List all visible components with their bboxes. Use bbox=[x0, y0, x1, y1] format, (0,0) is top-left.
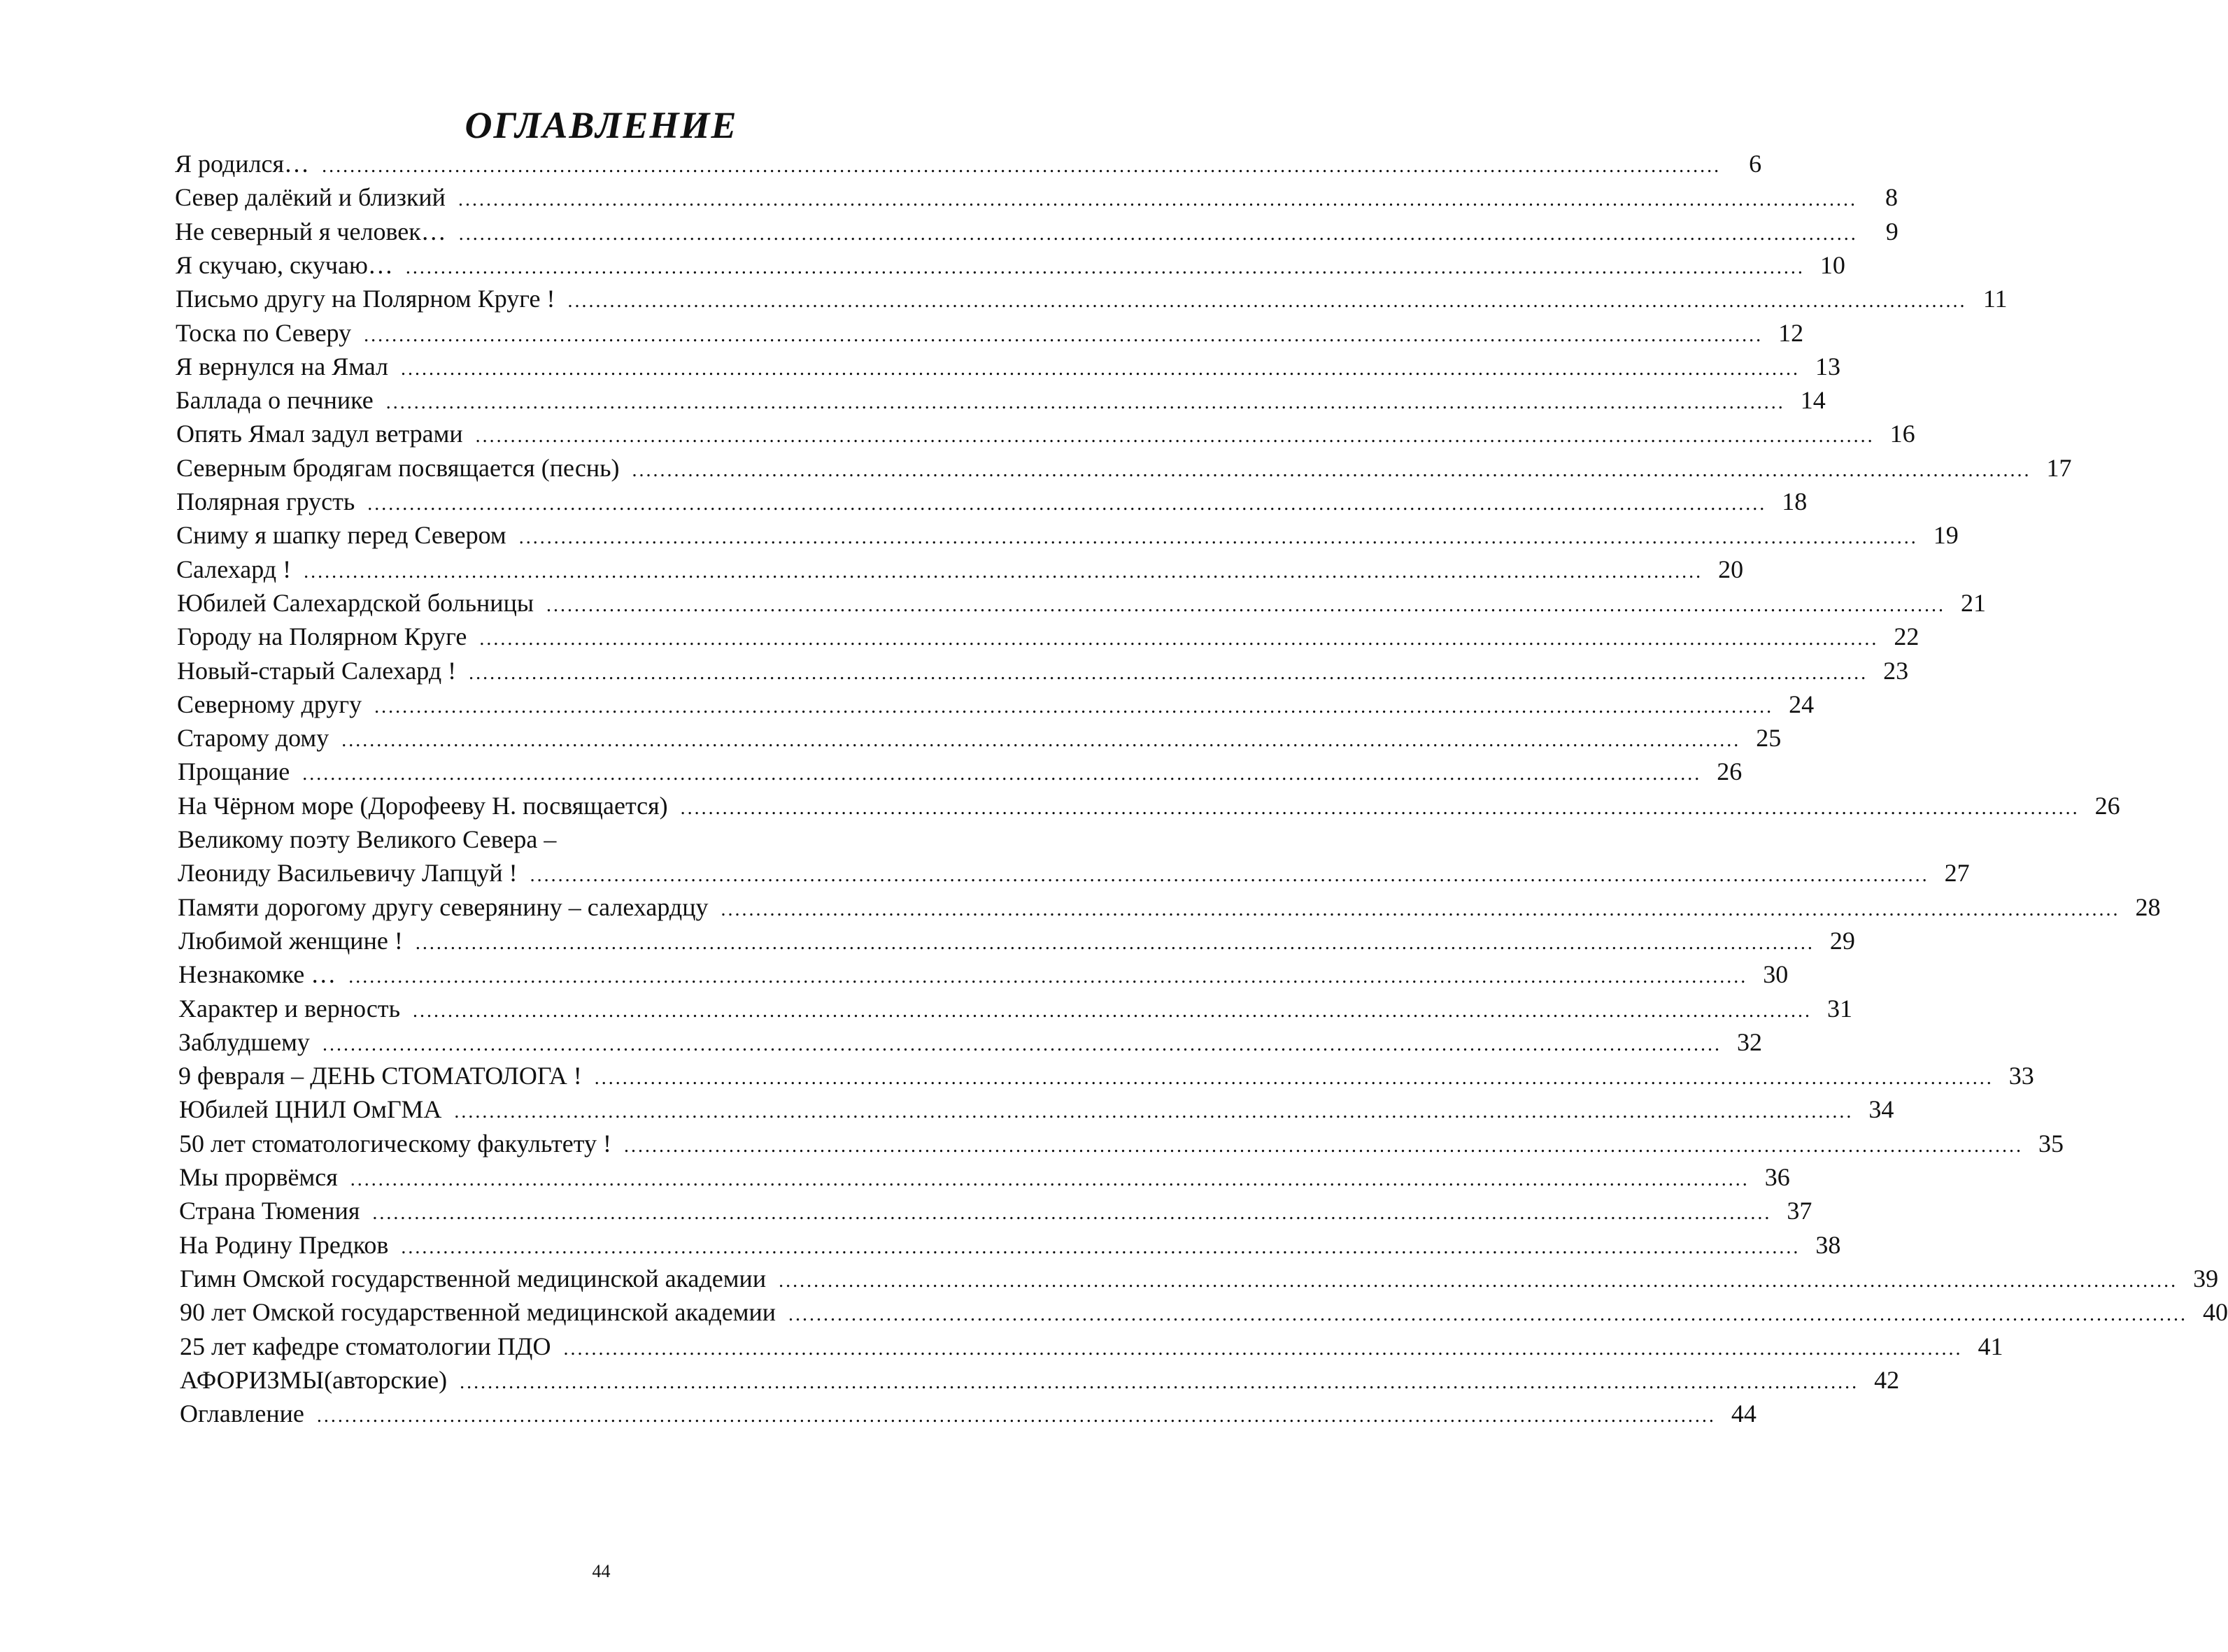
dot-leader: ........................................................................................................................................................................................................ bbox=[469, 662, 1868, 684]
toc-entry-page: 34 bbox=[1868, 1095, 1894, 1123]
toc-entry-page: 35 bbox=[2038, 1130, 2064, 1158]
toc-entry-page: 12 bbox=[1778, 319, 1804, 347]
toc-entry bbox=[177, 655, 1909, 686]
toc-entry-title: АФОРИЗМЫ(авторские) bbox=[180, 1366, 448, 1394]
toc-entry-title: Полярная грусть bbox=[176, 487, 355, 515]
toc-entry-page: 19 bbox=[1933, 521, 1959, 549]
toc-entry-page: 18 bbox=[1782, 487, 1808, 515]
toc-entry-title: Характер и верность bbox=[178, 995, 401, 1023]
toc-entry-title: Мы прорвёмся bbox=[179, 1163, 338, 1191]
toc-entry-page: 26 bbox=[2094, 792, 2120, 820]
toc-entry-title: Любимой женщине ! bbox=[178, 927, 403, 955]
toc-entry-page: 23 bbox=[1883, 657, 1909, 685]
toc-entry bbox=[180, 1263, 2219, 1294]
dot-leader: ........................................................................................................................................................................................................ bbox=[518, 527, 1918, 548]
dot-leader: ........................................................................................................................................................................................................ bbox=[367, 493, 1767, 515]
toc-entry bbox=[179, 1162, 1790, 1192]
dot-leader: ........................................................................................................................................................................................................ bbox=[460, 1372, 1859, 1393]
dot-leader: ........................................................................................................................................................................................................ bbox=[623, 1135, 2023, 1157]
toc-entry bbox=[176, 520, 1959, 550]
toc-entry-title: Незнакомке … bbox=[178, 960, 336, 988]
toc-entry-title: Северным бродягам посвящается (песнь) bbox=[176, 454, 620, 482]
toc-entry bbox=[176, 418, 1915, 449]
toc-entry-title: Леониду Васильевичу Лапцуй ! bbox=[178, 859, 518, 887]
dot-leader: ........................................................................................................................................................................................................ bbox=[632, 460, 2031, 481]
toc-entry bbox=[178, 857, 1970, 888]
toc-entry bbox=[180, 1398, 1757, 1429]
dot-leader: ........................................................................................................................................................................................................ bbox=[374, 696, 1774, 718]
toc-entry-page: 36 bbox=[1764, 1163, 1790, 1191]
toc-entry bbox=[179, 1195, 1812, 1226]
toc-entry-title: Оглавление bbox=[180, 1400, 304, 1427]
toc-entry-page: 38 bbox=[1815, 1231, 1841, 1259]
toc-entry bbox=[179, 1094, 1894, 1125]
toc-entry-page: 44 bbox=[1731, 1400, 1757, 1427]
dot-leader: ........................................................................................................................................................................................................ bbox=[364, 325, 1764, 346]
dot-leader: ........................................................................................................................................................................................................ bbox=[413, 1000, 1812, 1022]
dot-leader: ........................................................................................................................................................................................................ bbox=[372, 1202, 1772, 1224]
dot-leader: ........................................................................................................................................................................................................ bbox=[779, 1270, 2178, 1292]
toc-entry bbox=[178, 993, 1853, 1024]
dot-leader: ........................................................................................................................................................................................................ bbox=[304, 561, 1703, 583]
toc-entry-title: Памяти дорогому другу северянину – салехардцу bbox=[178, 893, 709, 921]
dot-leader: ........................................................................................................................................................................................................ bbox=[401, 358, 1801, 380]
dot-leader: ........................................................................................................................................................................................................ bbox=[341, 729, 1741, 751]
toc-entry-page: 27 bbox=[1944, 859, 1970, 887]
toc-entry-title: 25 лет кафедре стоматологии ПДО bbox=[180, 1332, 551, 1360]
toc-entry bbox=[179, 1230, 1841, 1260]
toc-entry bbox=[176, 250, 1845, 280]
toc-entry-title: Страна Тюмения bbox=[179, 1197, 360, 1225]
toc-entry-page: 37 bbox=[1787, 1197, 1812, 1225]
toc-entry bbox=[178, 790, 2120, 821]
toc-entry-title: Гимн Омской государственной медицинской академии bbox=[180, 1265, 767, 1293]
toc-entry-title: Я вернулся на Ямал bbox=[176, 353, 389, 380]
dot-leader: ........................................................................................................................................................................................................ bbox=[458, 223, 1858, 245]
dot-leader: ........................................................................................................................................................................................................ bbox=[415, 932, 1815, 954]
toc-entry-page: 26 bbox=[1717, 757, 1743, 785]
toc-entry-title: Старому дому bbox=[177, 724, 329, 752]
toc-entry-page: 20 bbox=[1718, 555, 1744, 583]
toc-entry-title: Я родился… bbox=[175, 150, 310, 178]
toc-entry-title: Заблудшему bbox=[178, 1028, 310, 1056]
toc-entry-page: 11 bbox=[1982, 285, 2008, 313]
toc-entry-title: Юбилей Салехардской больницы bbox=[177, 589, 534, 617]
dot-leader: ........................................................................................................................................................................................................ bbox=[348, 966, 1748, 988]
toc-entry-title: Юбилей ЦНИЛ ОмГМА bbox=[179, 1095, 442, 1123]
toc-entry-title: Тоска по Северу bbox=[176, 319, 352, 347]
toc-entry bbox=[178, 1027, 1762, 1058]
dot-leader: ........................................................................................................................................................................................................ bbox=[350, 1169, 1750, 1190]
dot-leader: ........................................................................................................................................................................................................ bbox=[405, 257, 1805, 278]
toc-entry bbox=[175, 216, 1899, 247]
dot-leader: ........................................................................................................................................................................................................ bbox=[322, 155, 1722, 177]
toc-entry bbox=[176, 453, 2072, 483]
toc-entry bbox=[176, 385, 1826, 415]
dot-leader: ........................................................................................................................................................................................................ bbox=[594, 1067, 1994, 1089]
toc-entry-title: Не северный я человек… bbox=[175, 218, 446, 245]
toc-entry bbox=[178, 1060, 2034, 1091]
toc-entry bbox=[175, 148, 1762, 179]
dot-leader: ........................................................................................................................................................................................................ bbox=[475, 425, 1875, 447]
dot-leader: ........................................................................................................................................................................................................ bbox=[457, 189, 1857, 211]
toc-entry-title: Баллада о печнике bbox=[176, 386, 374, 414]
toc-entry-page: 30 bbox=[1763, 960, 1789, 988]
toc-entry-title: 9 февраля – ДЕНЬ СТОМАТОЛОГА ! bbox=[178, 1062, 582, 1090]
dot-leader: ........................................................................................................................................................................................................ bbox=[322, 1034, 1722, 1055]
toc-entry-page: 9 bbox=[1885, 218, 1899, 245]
toc-entry-page: 13 bbox=[1815, 353, 1841, 380]
toc-entry-page: 42 bbox=[1874, 1366, 1900, 1394]
dot-leader: ........................................................................................................................................................................................................ bbox=[546, 594, 1946, 616]
toc-entry bbox=[177, 689, 1815, 720]
toc-entry-title: Прощание bbox=[178, 757, 290, 785]
dot-leader: ........................................................................................................................................................................................................ bbox=[385, 392, 1785, 413]
toc-entry-page: 8 bbox=[1885, 183, 1898, 211]
toc-entry bbox=[177, 722, 1782, 753]
dot-leader: ........................................................................................................................................................................................................ bbox=[302, 763, 1702, 785]
toc-entry-page: 32 bbox=[1736, 1028, 1762, 1056]
toc-entry bbox=[175, 182, 1898, 213]
toc-entry-title: Письмо другу на Полярном Круге ! bbox=[176, 285, 555, 313]
dot-leader: ........................................................................................................................................................................................................ bbox=[316, 1405, 1716, 1427]
toc-entry bbox=[176, 318, 1804, 348]
page-number: 44 bbox=[592, 1561, 611, 1581]
toc-entry bbox=[178, 959, 1789, 990]
toc-entry bbox=[176, 351, 1841, 382]
toc-entry-page: 14 bbox=[1800, 386, 1826, 414]
toc-entry-page: 17 bbox=[2046, 454, 2072, 482]
toc-entry-page: 6 bbox=[1749, 150, 1762, 178]
toc-entry bbox=[177, 588, 1987, 618]
toc-entry-page: 25 bbox=[1756, 724, 1782, 752]
toc-entry bbox=[178, 824, 986, 855]
toc-entry-page: 33 bbox=[2008, 1062, 2034, 1090]
toc-entry bbox=[178, 925, 1855, 956]
toc-entry-title: Я скучаю, скучаю… bbox=[176, 251, 393, 279]
toc-entry-page: 10 bbox=[1819, 251, 1845, 279]
toc-entry-page: 24 bbox=[1789, 690, 1815, 718]
toc-entry-title: Великому поэту Великого Севера – bbox=[178, 825, 557, 853]
toc-entry bbox=[176, 554, 1744, 585]
toc-entry-page: 40 bbox=[2203, 1298, 2228, 1326]
toc-entry-title: Новый-старый Салехард ! bbox=[177, 657, 457, 685]
toc-entry-page: 41 bbox=[1978, 1332, 2003, 1360]
toc-entry-page: 21 bbox=[1961, 589, 1987, 617]
dot-leader: ........................................................................................................................................................................................................ bbox=[680, 797, 2080, 819]
toc-entry bbox=[176, 486, 1808, 517]
toc-entry-title: На Родину Предков bbox=[179, 1231, 389, 1259]
toc-entry-title: 50 лет стоматологическому факультету ! bbox=[179, 1130, 611, 1158]
toc-entry-page: 16 bbox=[1889, 420, 1915, 448]
toc-entry bbox=[178, 756, 1743, 787]
dot-leader: ........................................................................................................................................................................................................ bbox=[567, 290, 1967, 312]
dot-leader: ........................................................................................................................................................................................................ bbox=[479, 628, 1879, 650]
toc-entry bbox=[180, 1331, 2003, 1362]
toc-entry-title: Сниму я шапку перед Севером bbox=[176, 521, 506, 549]
toc-title: ОГЛАВЛЕНИЕ bbox=[464, 104, 738, 146]
toc-entry-title: Салехард ! bbox=[176, 555, 292, 583]
toc-entry-title: Опять Ямал задул ветрами bbox=[176, 420, 463, 448]
dot-leader: ........................................................................................................................................................................................................ bbox=[788, 1304, 2188, 1325]
toc-entry bbox=[177, 621, 1920, 652]
toc-entry-page: 28 bbox=[2135, 893, 2161, 921]
dot-leader: ........................................................................................................................................................................................................ bbox=[401, 1237, 1801, 1258]
toc-entry bbox=[180, 1365, 1900, 1395]
toc-entry-title: Городу на Полярном Круге bbox=[177, 622, 467, 650]
toc-entry-page: 29 bbox=[1829, 927, 1855, 955]
toc-entry bbox=[176, 283, 2008, 314]
toc-entry bbox=[179, 1128, 2064, 1159]
toc-entry-title: Север далёкий и близкий bbox=[175, 183, 446, 211]
toc-entry-page: 22 bbox=[1894, 622, 1920, 650]
toc-entry-title: На Чёрном море (Дорофееву Н. посвящается) bbox=[178, 792, 668, 820]
toc-entry bbox=[178, 892, 2161, 923]
toc-entry-title: Северному другу bbox=[177, 690, 362, 718]
toc-entry bbox=[180, 1297, 2228, 1327]
toc-entry-page: 31 bbox=[1827, 995, 1853, 1023]
dot-leader: ........................................................................................................................................................................................................ bbox=[721, 899, 2120, 920]
toc-entry-title: 90 лет Омской государственной медицинской академии bbox=[180, 1298, 776, 1326]
dot-leader: ........................................................................................................................................................................................................ bbox=[563, 1338, 1963, 1360]
dot-leader: ........................................................................................................................................................................................................ bbox=[454, 1101, 1854, 1123]
toc-entry-page: 39 bbox=[2193, 1265, 2219, 1293]
dot-leader: ........................................................................................................................................................................................................ bbox=[530, 864, 1929, 886]
